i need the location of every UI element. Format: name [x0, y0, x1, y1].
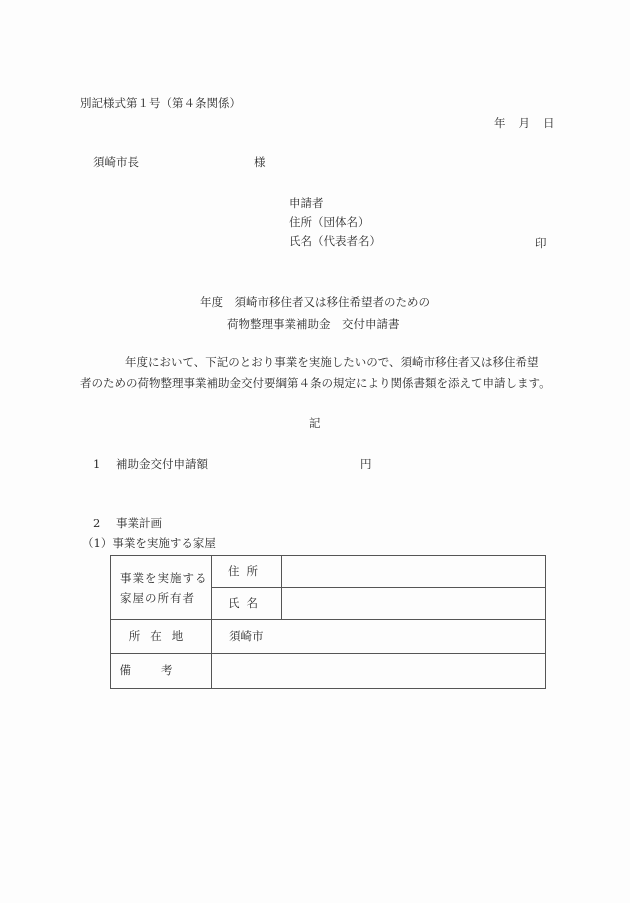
remarks-label: 備考 — [111, 654, 212, 689]
owner-label-line2: 家屋の所有者 — [120, 590, 195, 605]
body-text-line1: 年度において、下記のとおり事業を実施したいので、須崎市移住者又は移住希望 — [125, 355, 539, 369]
location-label: 所在地 — [111, 620, 212, 654]
ki-heading: 記 — [309, 416, 321, 430]
date-year: 年 — [494, 116, 506, 130]
applicant-name-label: 氏名（代表者名） — [289, 234, 381, 248]
owner-label-cell — [111, 556, 212, 620]
remarks-field[interactable] — [212, 654, 546, 689]
item1-number: 1 — [93, 457, 101, 471]
seal-mark: 印 — [535, 236, 547, 250]
location-field[interactable]: 須崎市 — [212, 620, 546, 654]
date-line — [494, 118, 555, 130]
document-title-line1: 年度 須崎市移住者又は移住希望者のための — [200, 295, 430, 309]
addressee-name: 須崎市長 — [93, 155, 139, 169]
owner-address-field[interactable] — [282, 556, 546, 588]
item2-label: 事業計画 — [116, 516, 162, 530]
sub-item1-label: （1）事業を実施する家屋 — [82, 536, 216, 550]
applicant-heading: 申請者 — [289, 196, 324, 210]
applicant-block — [289, 198, 381, 255]
owner-name-field[interactable] — [282, 588, 546, 620]
addressee-honorific: 様 — [254, 155, 266, 169]
form-number: 別記様式第１号（第４条関係） — [80, 96, 241, 110]
item1-label: 補助金交付申請額 — [116, 457, 208, 471]
house-table — [110, 555, 546, 689]
yen-unit: 円 — [360, 457, 372, 471]
owner-address-label: 住所 — [212, 556, 282, 588]
body-text-line2: 者のための荷物整理事業補助金交付要綱第４条の規定により関係書類を添えて申請します。 — [80, 376, 551, 390]
owner-label-line1: 事業を実施する — [120, 570, 208, 585]
table-row — [111, 556, 546, 588]
date-month: 月 — [518, 116, 530, 130]
owner-name-label: 氏名 — [212, 588, 282, 620]
table-row — [111, 654, 546, 689]
item2-number: 2 — [93, 516, 101, 530]
document-title-line2: 荷物整理事業補助金 交付申請書 — [227, 317, 400, 331]
date-day: 日 — [543, 116, 555, 130]
table-row — [111, 620, 546, 654]
applicant-address-label: 住所（団体名） — [289, 215, 370, 229]
